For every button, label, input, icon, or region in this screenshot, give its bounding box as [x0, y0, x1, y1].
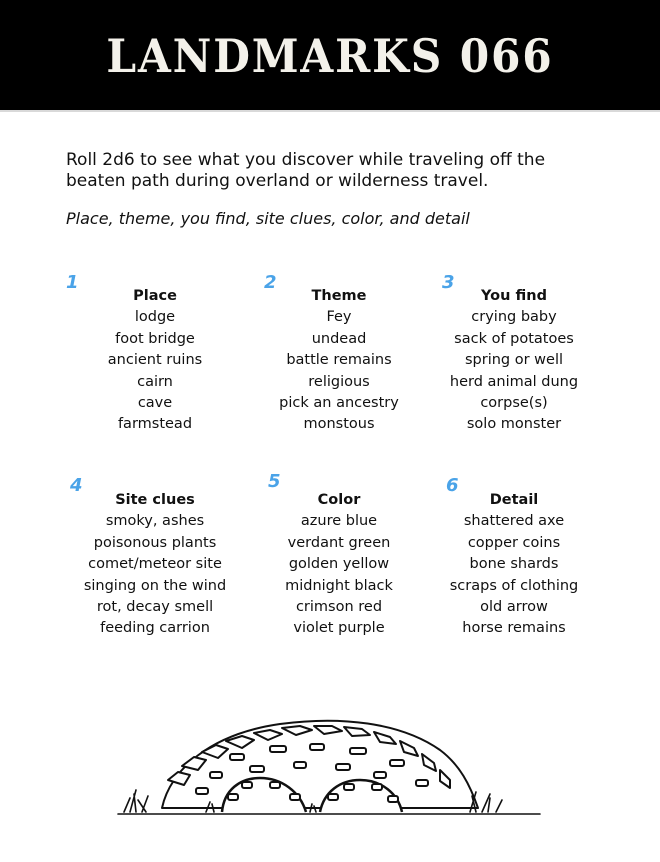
table-heading: Site clues — [115, 492, 195, 508]
table-heading: Color — [317, 492, 361, 508]
header-banner — [0, 0, 660, 112]
table-item: solo monster — [466, 416, 562, 433]
table-item: old arrow — [480, 599, 548, 616]
table-item: sack of potatoes — [454, 330, 574, 347]
table-item: violet purple — [293, 620, 385, 637]
table-heading: Detail — [489, 492, 539, 508]
table-item: spring or well — [464, 352, 564, 369]
table-item: feeding carrion — [100, 620, 210, 637]
table-item: crimson red — [295, 599, 383, 616]
stone-bridge-illustration — [110, 710, 550, 822]
table-item: undead — [311, 330, 367, 347]
table-item: singing on the wind — [83, 577, 227, 594]
table-number-6: 6 — [446, 475, 459, 496]
table-item: battle remains — [286, 352, 392, 369]
table-item: poisonous plants — [93, 534, 217, 551]
table-item: golden yellow — [288, 556, 390, 573]
table-place — [65, 286, 245, 436]
table-number-5: 5 — [268, 471, 281, 492]
table-item: smoky, ashes — [105, 513, 205, 530]
table-detail — [424, 490, 604, 640]
table-site-clues — [65, 490, 245, 640]
table-number-2: 2 — [264, 272, 277, 293]
table-item: copper coins — [467, 534, 561, 551]
table-number-3: 3 — [442, 272, 455, 293]
intro-text: Roll 2d6 to see what you discover while traveling off the beaten path during overland or wilderness travel. — [66, 150, 546, 191]
subtitle: Place, theme, you find, site clues, color, and detail — [66, 209, 470, 228]
table-color — [249, 490, 429, 640]
table-item: cave — [137, 395, 173, 412]
table-item: comet/meteor site — [88, 556, 222, 573]
table-number-4: 4 — [70, 475, 83, 496]
table-you-find — [424, 286, 604, 436]
table-number-1: 1 — [66, 272, 79, 293]
table-heading: Theme — [311, 288, 367, 304]
table-item: bone shards — [469, 556, 559, 573]
table-item: midnight black — [285, 577, 393, 594]
table-item: cairn — [137, 373, 173, 390]
table-item: verdant green — [287, 534, 391, 551]
table-item: horse remains — [462, 620, 566, 637]
table-item: crying baby — [471, 309, 557, 326]
table-item: foot bridge — [115, 330, 195, 347]
table-heading: Place — [133, 288, 177, 304]
page-title: LANDMARKS 066 — [106, 29, 554, 83]
table-item: monstous — [303, 416, 375, 433]
table-theme — [249, 286, 429, 436]
table-item: rot, decay smell — [96, 599, 214, 616]
table-item: pick an ancestry — [279, 395, 399, 412]
table-item: ancient ruins — [107, 352, 203, 369]
table-item: Fey — [326, 309, 352, 326]
table-item: azure blue — [300, 513, 378, 530]
table-item: corpse(s) — [480, 395, 548, 412]
table-item: herd animal dung — [449, 373, 579, 390]
table-item: lodge — [134, 309, 176, 326]
table-item: farmstead — [117, 416, 193, 433]
table-item: scraps of clothing — [449, 577, 579, 594]
table-item: shattered axe — [463, 513, 565, 530]
table-item: religious — [308, 373, 370, 390]
table-heading: You find — [481, 288, 547, 304]
